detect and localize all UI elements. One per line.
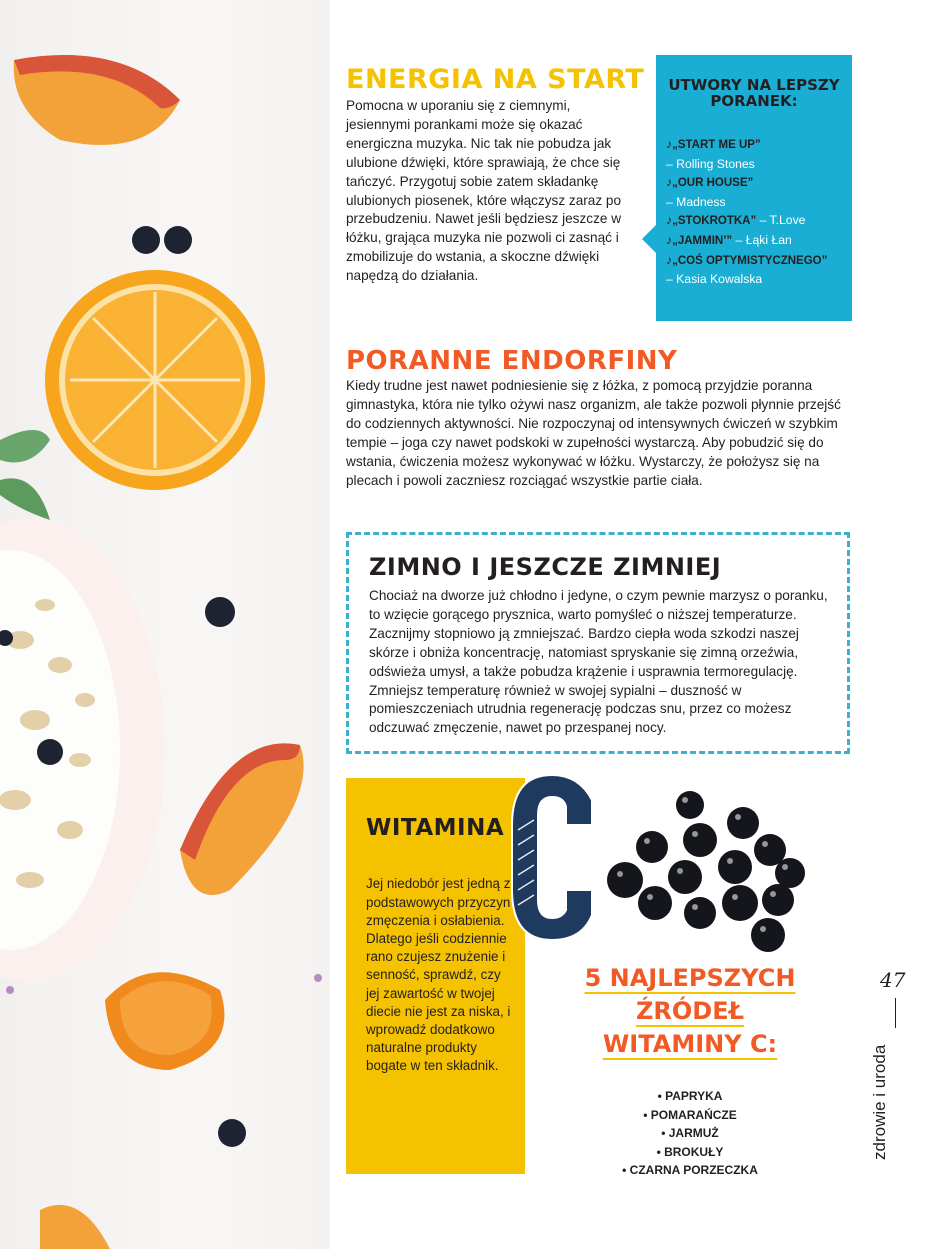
section-text-energia: Pomocna w uporaniu się z ciemnymi, jesiennymi porankami może się okazać energiczna muzyka. Nic tak nie pobudza jak ulubione dźwięki, które sprawiają, że chce się tańczyć. Przygotuj sobie zatem składankę ulubionych piosenek, które włączysz zaraz po przebudzeniu. Nawet jeśli będziesz jeszcze w łóżku, grająca muzyka nie pozwoli ci zasnąć i zmobilizuje do wstania, a skoczne dźwięki napędzą do działania. bbox=[346, 98, 622, 284]
song-artist: – Rolling Stones bbox=[666, 156, 755, 171]
section-label: zdrowie i uroda bbox=[870, 1044, 889, 1160]
list-item: • JARMUŻ bbox=[661, 1126, 719, 1140]
song-title: „COŚ OPTYMISTYCZNEGO” bbox=[672, 254, 828, 267]
music-note-icon: ♪ bbox=[666, 175, 673, 190]
food-photo bbox=[0, 0, 330, 1249]
sources-list bbox=[560, 1087, 820, 1180]
song-title: „OUR HOUSE” bbox=[672, 177, 754, 190]
sources-title-line: WITAMINY C: bbox=[602, 1030, 778, 1058]
song-artist: – T.Love bbox=[759, 213, 806, 228]
food-photo-illustration bbox=[0, 0, 330, 1249]
song-title: „START ME UP” bbox=[672, 139, 761, 151]
letter-c: C bbox=[550, 880, 552, 881]
playlist-item bbox=[666, 251, 850, 289]
music-note-icon: ♪ bbox=[666, 252, 673, 267]
blueberry-illustration bbox=[132, 226, 160, 254]
vitamin-text: Jej niedobór jest jedną z podstawowych przyczyn zmęczenia i osłabienia. Dlatego jeśli codziennie rano czujesz znużenie i senność, sprawdź, czy jej zawartość w twojej diecie nie jest za niska, i wprowadź dodatkowo naturalne produkty bogate w ten składnik. bbox=[366, 876, 511, 1074]
playlist-item bbox=[666, 211, 850, 231]
mint-leaf-illustration bbox=[0, 430, 50, 463]
song-title: „JAMMIN’” bbox=[672, 234, 733, 247]
letter-c-graphic bbox=[504, 770, 599, 945]
list-item: • POMARAŃCZE bbox=[643, 1107, 737, 1122]
list-item: • CZARNA PORZECZKA bbox=[622, 1163, 758, 1177]
side-divider bbox=[895, 998, 896, 1028]
song-artist: – Madness bbox=[666, 194, 726, 209]
song-artist: – Łąki Łan bbox=[735, 232, 792, 247]
playlist-item bbox=[666, 135, 850, 173]
playlist-box bbox=[656, 55, 852, 321]
playlist-title: UTWORY NA LEPSZY PORANEK: bbox=[668, 76, 840, 110]
section-title-zimno: ZIMNO I JESZCZE ZIMNIEJ bbox=[369, 553, 722, 581]
sources-title-line: ŹRÓDEŁ bbox=[635, 997, 744, 1025]
music-note-icon: ♪ bbox=[666, 137, 673, 151]
list-item: • BROKUŁY bbox=[656, 1144, 724, 1159]
section-text-endorfiny: Kiedy trudne jest nawet podniesienie się z łóżka, z pomocą przyjdzie poranna gimnastyka, która nie tylko ożywi nasz organizm, ale także pozwoli płynnie przejść do codziennych aktywności. Nie rozpoczynaj od intensywnych ćwiczeń w szybkim tempie – joga czy nawet podskoki w zupełności wystarczą. Aby pobudzić się do wstania, ćwiczenia możesz wykonywać w łóżku. Wystarczy, że położysz się na plecach i powoli zaczniesz rozciągać wszystkie partie ciała. bbox=[346, 378, 841, 488]
section-title-endorfiny: PORANNE ENDORFINY bbox=[346, 346, 678, 376]
vitamin-title: WITAMINA bbox=[366, 815, 505, 841]
music-note-icon: ♪ bbox=[666, 232, 673, 247]
music-note-icon: ♪ bbox=[666, 213, 673, 228]
playlist-list bbox=[666, 135, 850, 289]
sources-title bbox=[560, 962, 820, 1061]
page-number: 47 bbox=[880, 968, 906, 992]
section-text-zimno: Chociaż na dworze już chłodno i jedyne, o czym pewnie marzysz o poranku, to wzięcie gorącego prysznica, warto pomyśleć o niższej temperaturze. Zacznijmy stopniowo ją zmniejszać. Bardzo ciepła woda szkodzi naszej skórze i obniża koncentrację, natomiast spryskanie się zimną orzeźwia, odświeża umysł, a także pobudza krążenie i usprawnia termoregulację. Zmniejsz temperaturę również w swojej sypialni – duszność w pomieszczeniach utrudnia regenerację podczas snu, przez co możesz odczuwać zmęczenie, nawet po przespanej nocy. bbox=[369, 588, 828, 736]
song-artist: – Kasia Kowalska bbox=[666, 272, 763, 287]
playlist-item bbox=[666, 231, 850, 251]
section-title-energia: ENERGIA NA START bbox=[346, 64, 645, 95]
sources-title-line: 5 NAJLEPSZYCH bbox=[584, 964, 796, 992]
playlist-item bbox=[666, 173, 850, 211]
song-title: „STOKROTKA” bbox=[672, 215, 757, 228]
list-item: • PAPRYKA bbox=[657, 1089, 723, 1103]
blackcurrant-illustration bbox=[600, 785, 815, 960]
